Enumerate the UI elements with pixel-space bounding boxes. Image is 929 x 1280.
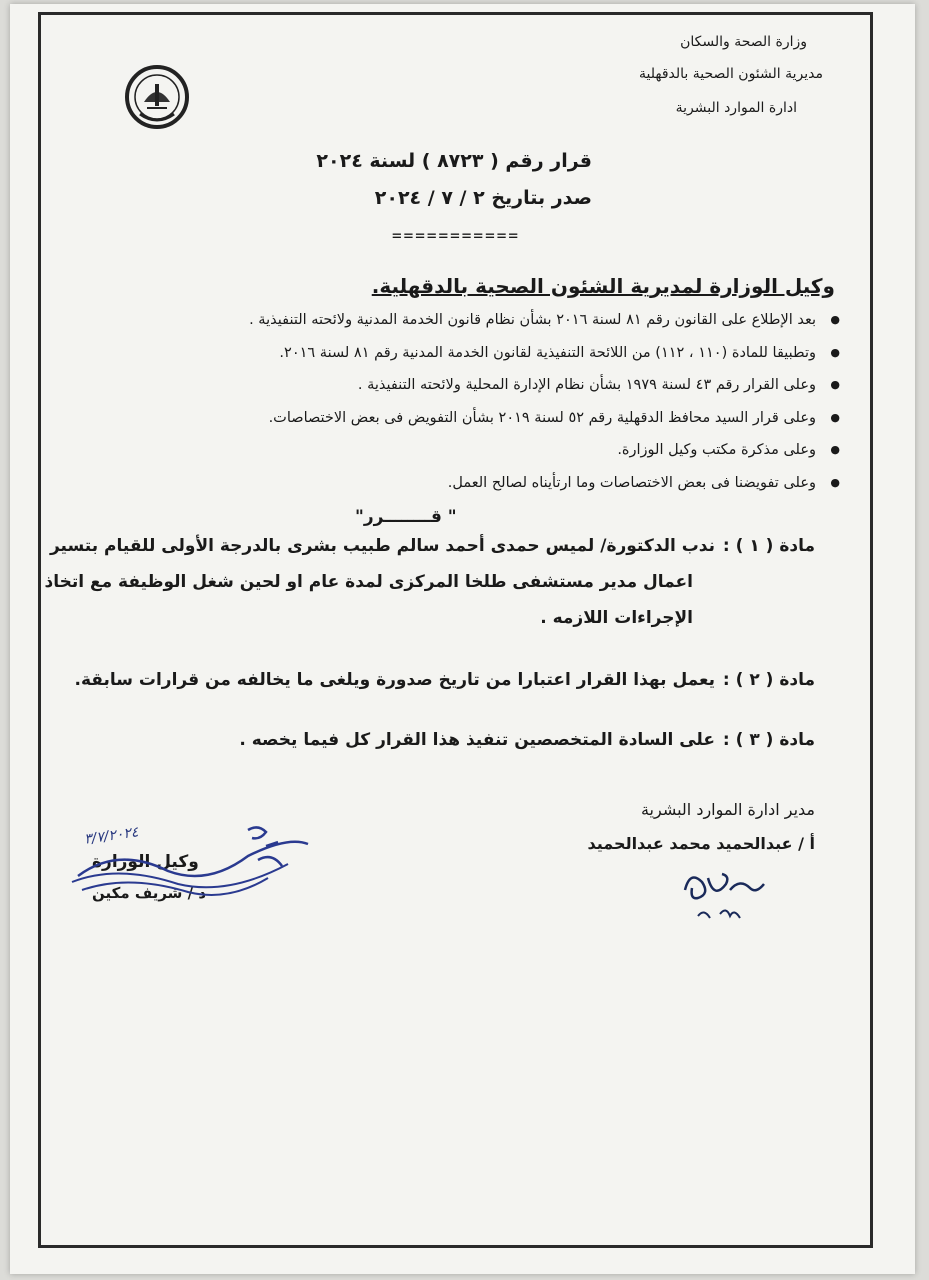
list-item: ● وعلى قرار السيد محافظ الدقهلية رقم ٥٢ لسنة ٢٠١٩ بشأن التفويض فى بعض الاختصاصات. — [120, 402, 840, 435]
article-1-line-3: الإجراءات اللازمه . — [540, 608, 693, 628]
article-1-line-1: ندب الدكتورة/ لميس حمدى أحمد سالم طبيب بشرى بالدرجة الأولى للقيام بتسير — [49, 536, 715, 556]
department-name: ادارة الموارد البشرية — [675, 100, 797, 116]
hr-director-title: مدير ادارة الموارد البشرية — [640, 800, 815, 819]
decision-number: قرار رقم ( ٨٧٢٣ ) لسنة ٢٠٢٤ — [316, 150, 592, 172]
preamble-list — [120, 304, 840, 499]
article-1-label: مادة ( ١ ) : — [722, 536, 815, 556]
handwritten-date: ٣/٧/٢٠٢٤ — [83, 824, 140, 848]
article-1-line-2: اعمال مدير مستشفى طلخا المركزى لمدة عام او لحين شغل الوظيفة مع اتخاذ — [44, 572, 693, 592]
article-3-text: على السادة المتخصصين تنفيذ هذا القرار كل فيما يخصه . — [239, 730, 715, 750]
directorate-name: مديرية الشئون الصحية بالدقهلية — [639, 66, 823, 82]
decides-title: " قــــــــرر" — [355, 507, 457, 527]
decision-date: صدر بتاريخ ٢ / ٧ / ٢٠٢٤ — [374, 187, 592, 209]
list-item: ● وعلى تفويضنا فى بعض الاختصاصات وما ارتأيناه لصالح العمل. — [120, 467, 840, 500]
ministry-of-health-emblem-icon — [122, 62, 192, 132]
list-item: ● بعد الإطلاع على القانون رقم ٨١ لسنة ٢٠١٦ بشأن نظام قانون الخدمة المدنية ولائحته التنفيذية . — [120, 304, 840, 337]
undersecretary-title: وكيل الوزارة — [92, 852, 199, 872]
undersecretary-signature-icon — [58, 816, 328, 916]
list-item: ● وتطبيقا للمادة (١١٠ ، ١١٢) من اللائحة التنفيذية لقانون الخدمة المدنية رقم ٨١ لسنة ٢٠١٦. — [120, 337, 840, 370]
list-item: ● وعلى مذكرة مكتب وكيل الوزارة. — [120, 434, 840, 467]
hr-director-name: أ / عبدالحميد محمد عبدالحميد — [587, 834, 815, 853]
undersecretary-name: د / شريف مكين — [92, 884, 207, 902]
list-item: ● وعلى القرار رقم ٤٣ لسنة ١٩٧٩ بشأن نظام الإدارة المحلية ولائحته التنفيذية . — [120, 369, 840, 402]
issuer-heading: وكيل الوزارة لمديرية الشئون الصحية بالدقهلية. — [371, 274, 835, 298]
article-3-label: مادة ( ٣ ) : — [722, 730, 815, 750]
hr-signature-icon — [670, 860, 780, 932]
ministry-name: وزارة الصحة والسكان — [680, 34, 807, 50]
separator-line: =========== — [392, 226, 520, 245]
document-sheet — [10, 4, 915, 1274]
article-2-label: مادة ( ٢ ) : — [722, 670, 815, 690]
article-2-text: يعمل بهذا القرار اعتبارا من تاريخ صدورة ويلغى ما يخالفه من قرارات سابقة. — [74, 670, 715, 690]
